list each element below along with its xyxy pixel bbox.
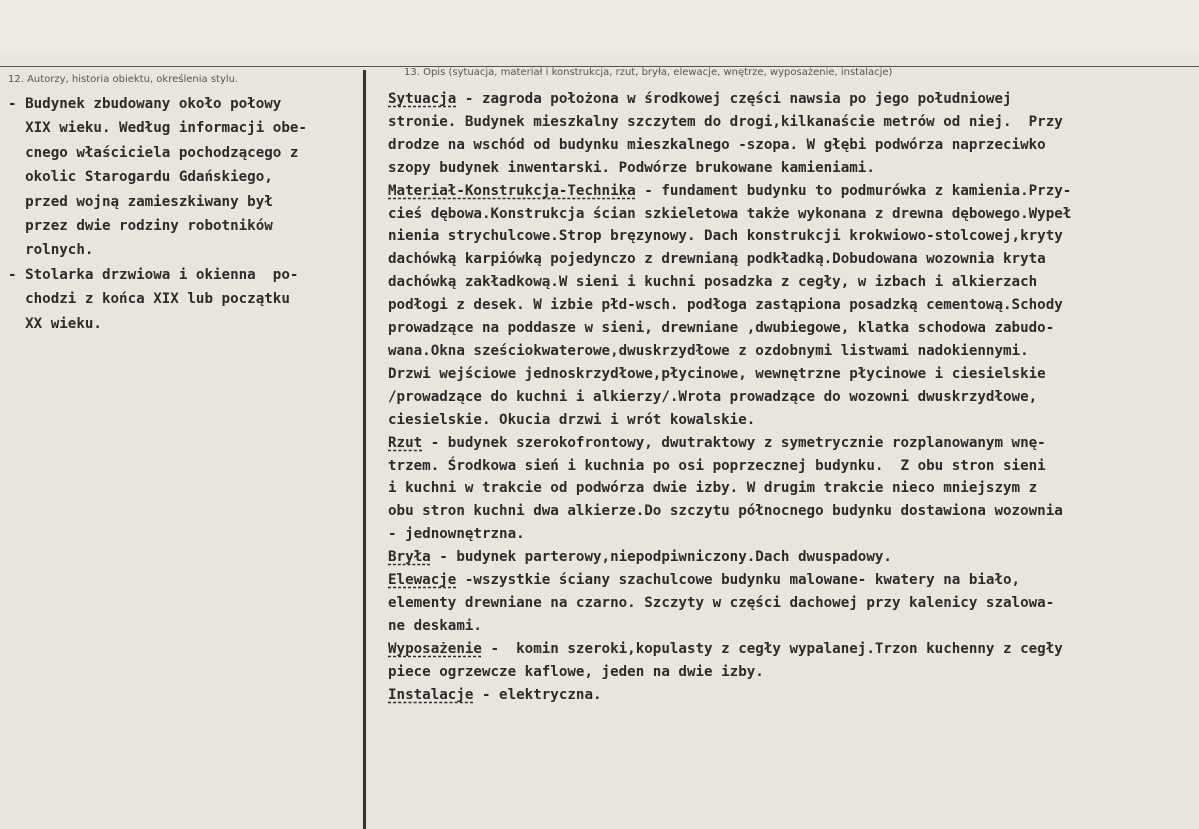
line-text: -wszystkie ściany szachulcowe budynku malowane- kwatery na biało, — [456, 572, 1021, 589]
line-text: piece ogrzewcze kaflowe, jeden na dwie izby. — [388, 663, 764, 680]
right-text-line — [388, 500, 1194, 523]
right-text-line — [388, 203, 1194, 226]
line-text: dachówką zakładkową.W sieni i kuchni posadzka z cegły, w izbach i alkierzach — [388, 274, 1038, 291]
line-text: - jednownętrzna. — [388, 526, 525, 543]
line-text: szopy budynek inwentarski. Podwórze brukowane kamieniami. — [388, 159, 875, 176]
section-heading: Elewacje — [388, 572, 457, 589]
right-text-line — [388, 546, 1194, 569]
section-heading: Materiał-Konstrukcja-Technika — [388, 182, 636, 199]
left-text-line: rolnych. — [8, 242, 94, 259]
right-text-line — [388, 477, 1194, 500]
line-text: ne deskami. — [388, 617, 482, 634]
line-text: - budynek parterowy,niepodpiwniczony.Dach dwuspadowy. — [430, 549, 892, 566]
section-heading: Sytuacja — [388, 91, 457, 107]
right-text-line — [388, 111, 1194, 134]
line-text: - budynek szerokofrontowy, dwutraktowy z symetrycznie rozplanowanym wnę- — [422, 434, 1046, 451]
right-text-line — [388, 592, 1194, 615]
line-text: stronie. Budynek mieszkalny szczytem do drogi,kilkanaście metrów od niej. Przy — [388, 113, 1063, 130]
line-text: - komin szeroki,kopulasty z cegły wypalanej.Trzon kuchenny z cegły — [481, 640, 1063, 657]
right-text-line — [388, 317, 1194, 340]
section-heading: Rzut — [388, 434, 423, 451]
left-text-line: chodzi z końca XIX lub początku — [8, 291, 290, 308]
section-heading: Bryła — [388, 549, 431, 566]
right-text-line — [388, 88, 1194, 111]
left-column-text — [8, 92, 360, 336]
right-column-text — [388, 88, 1194, 706]
line-text: obu stron kuchni dwa alkierze.Do szczytu północnego budynku dostawiona wozownia — [388, 503, 1063, 520]
line-text: dachówką karpiówką pojedynczo z drewnianą podkładką.Dobudowana wozownia kryta — [388, 251, 1046, 268]
top-margin — [0, 0, 1199, 52]
left-text-line: - Stolarka drzwiowa i okienna po- — [8, 266, 299, 283]
right-text-line — [388, 615, 1194, 638]
right-text-line — [388, 340, 1194, 363]
right-text-line — [388, 134, 1194, 157]
right-text-line — [388, 523, 1194, 546]
left-text-line: cnego właściciela pochodzącego z — [8, 144, 299, 161]
line-text: elementy drewniane na czarno. Szczyty w części dachowej przy kalenicy szalowa- — [388, 594, 1055, 611]
left-text-line: okolic Starogardu Gdańskiego, — [8, 169, 273, 186]
section-heading: Instalacje — [388, 686, 474, 703]
line-text: - elektryczna. — [473, 686, 602, 703]
line-text: cieś dębowa.Konstrukcja ścian szkieletowa także wykonana z drewna dębowego.Wypeł — [388, 205, 1072, 222]
right-text-line — [388, 409, 1194, 432]
column-divider — [363, 70, 366, 829]
left-text-line: - Budynek zbudowany około połowy — [8, 96, 282, 112]
line-text: - zagroda położona w środkowej części nawsia po jego południowej — [456, 91, 1012, 107]
line-text: nienia strychulcowe.Strop bręzynowy. Dach konstrukcji krokwiowo-stolcowej,kryty — [388, 228, 1063, 245]
left-text-line: przed wojną zamieszkiwany był — [8, 193, 273, 210]
right-text-line — [388, 455, 1194, 478]
left-text-line: XIX wieku. Według informacji obe- — [8, 120, 307, 137]
right-text-line — [388, 248, 1194, 271]
right-text-line — [388, 661, 1194, 684]
line-text: i kuchni w trakcie od podwórza dwie izby. W drugim trakcie nieco mniejszym z — [388, 480, 1038, 497]
right-text-line — [388, 638, 1194, 661]
left-column-header: 12. Autorzy, historia obiektu, określenia stylu. — [8, 74, 239, 85]
line-text: wana.Okna sześciokwaterowe,dwuskrzydłowe z ozdobnymi listwami nadokiennymi. — [388, 342, 1029, 359]
line-text: drodze na wschód od budynku mieszkalnego -szopa. W głębi podwórza naprzeciwko — [388, 136, 1046, 153]
left-text-line: XX wieku. — [8, 315, 102, 332]
line-text: Drzwi wejściowe jednoskrzydłowe,płycinowe, wewnętrzne płycinowe i ciesielskie — [388, 365, 1046, 382]
left-text-line: przez dwie rodziny robotników — [8, 218, 273, 235]
right-text-line — [388, 569, 1194, 592]
right-text-line — [388, 225, 1194, 248]
right-column-header: 13. Opis (sytuacja, materiał i konstrukcja, rzut, bryła, elewacje, wnętrze, wyposażenie, instalacje) — [404, 67, 893, 78]
line-text: ciesielskie. Okucia drzwi i wrót kowalskie. — [388, 411, 756, 428]
right-text-line — [388, 684, 1194, 707]
line-text: /prowadzące do kuchni i alkierzy/.Wrota prowadzące do wozowni dwuskrzydłowe, — [388, 388, 1038, 405]
right-text-line — [388, 271, 1194, 294]
section-heading: Wyposażenie — [388, 640, 482, 657]
line-text: trzem. Środkowa sień i kuchnia po osi poprzecznej budynku. Z obu stron sieni — [388, 457, 1046, 474]
right-text-line — [388, 294, 1194, 317]
right-text-line — [388, 432, 1194, 455]
right-text-line — [388, 363, 1194, 386]
line-text: - fundament budynku to podmurówka z kamienia.Przy- — [635, 182, 1072, 199]
right-text-line — [388, 386, 1194, 409]
line-text: podłogi z desek. W izbie płd-wsch. podłoga zastąpiona posadzką cementową.Schody — [388, 297, 1063, 314]
line-text: prowadzące na poddasze w sieni, drewniane ,dwubiegowe, klatka schodowa zabudo- — [388, 320, 1055, 337]
right-text-line — [388, 180, 1194, 203]
right-text-line — [388, 157, 1194, 180]
